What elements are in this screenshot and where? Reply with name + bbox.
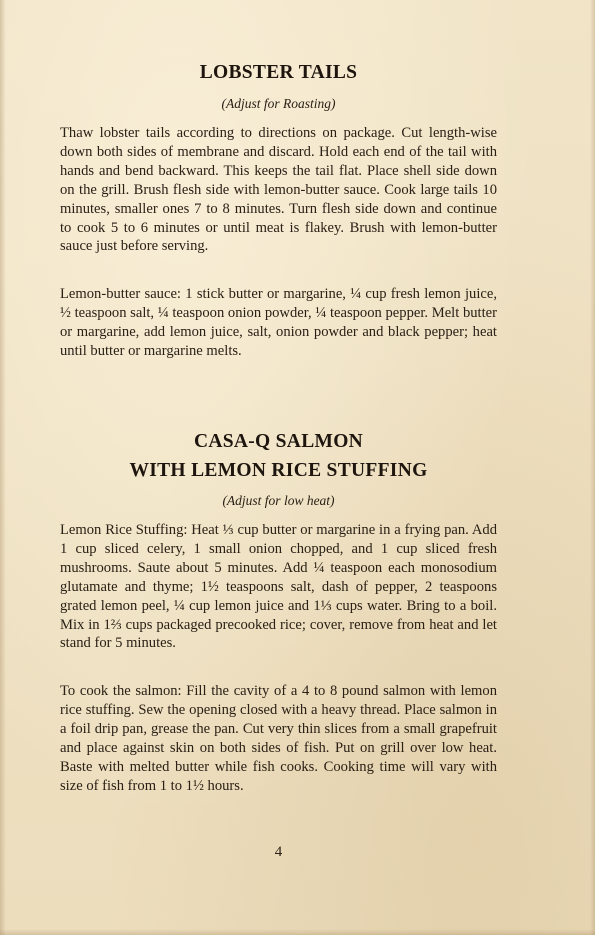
lemon-rice-stuffing: Lemon Rice Stuffing: Heat ⅓ cup butter or margarine in a frying pan. Add 1 cup sliced celery, 1 small onion chopped, and 1 cup sliced fresh mushrooms. Saute about 5 minutes. Add ¼ teaspoon each monosodium glutamate and thyme; 1½ teaspoons salt, dash of pepper, 2 teaspoons grated lemon peel, ¼ cup lemon juice and 1⅓ cups water. Bring to a boil. Mix in 1⅔ cups packaged precooked rice; cover, remove from heat and let stand for 5 minutes. [60,522,497,652]
salmon-title-line-1: CASA-Q SALMON [193,431,364,452]
page-edge-shadow-bottom [0,929,595,935]
lobster-subtitle: (Adjust for Roasting) [221,96,336,111]
salmon-cooking-instructions: To cook the salmon: Fill the cavity of a 4 to 8 pound salmon with lemon rice stuffing. Sew the opening closed with a heavy thread. Place salmon in a foil drip pan, grease the pan. Cut very thin slices from a small grapefruit and place against skin on both sides of fish. Put on grill over low heat. Baste with melted butter while fish cooks. Cooking time will vary with size of fish from 1 to 1½ hours. [60,683,497,794]
salmon-title-line-2: WITH LEMON RICE STUFFING [129,460,428,481]
salmon-subtitle: (Adjust for low heat) [222,493,335,508]
page-edge-shadow-right [590,0,595,935]
lemon-butter-sauce: Lemon-butter sauce: 1 stick butter or margarine, ¼ cup fresh lemon juice, ½ teaspoon salt, ¼ teaspoon onion powder, ¼ teaspoon pepper. Melt butter or margarine, add lemon juice, salt, onion powder and black pepper; heat until butter or margarine melts. [60,286,497,359]
lobster-instructions: Thaw lobster tails according to directions on package. Cut length-wise down both sides of membrane and discard. Hold each end of the tail with hands and bend backward. This keeps the tail flat. Place shell side down on the grill. Brush flesh side with lemon-butter sauce. Cook large tails 10 minutes, smaller ones 7 to 8 minutes. Turn flesh side down and continue to cook 5 to 6 minutes or until meat is flakey. Brush with lemon-butter sauce just before serving. [60,125,497,255]
page-number: 4 [274,844,283,860]
lobster-title: LOBSTER TAILS [199,62,358,83]
page-edge-shadow-left [0,0,6,935]
